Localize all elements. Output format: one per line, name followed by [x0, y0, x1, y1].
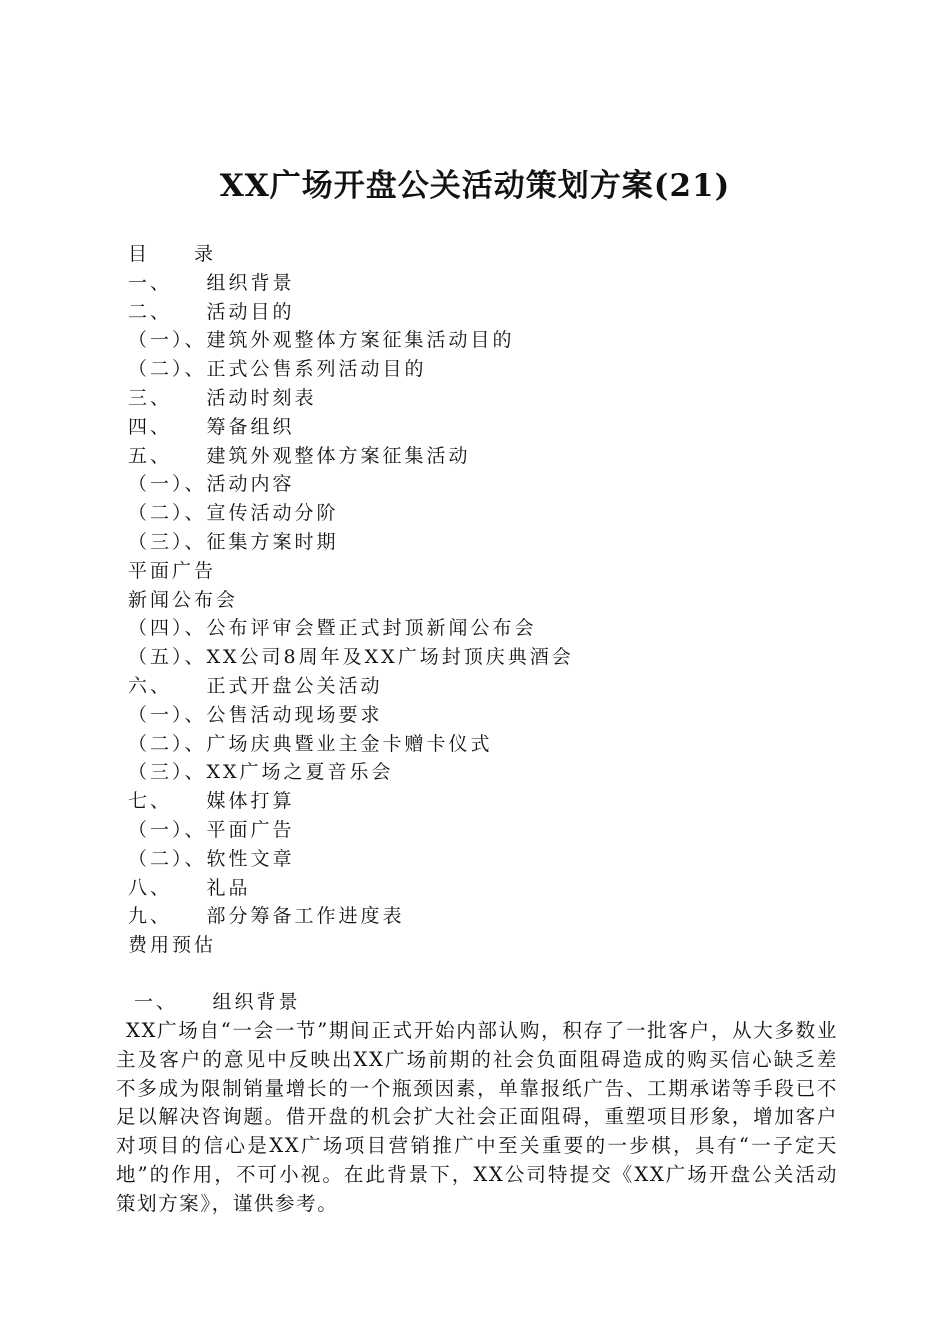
toc-item: （一）、平面广告 [128, 818, 295, 841]
toc-item: 四、 筹备组织 [128, 415, 295, 438]
table-of-contents [128, 240, 574, 960]
toc-item: 六、 正式开盘公关活动 [128, 674, 383, 697]
toc-item: 九、 部分筹备工作进度表 [128, 905, 405, 928]
toc-item: （二）、广场庆典暨业主金卡赠卡仪式 [128, 732, 493, 755]
toc-item: 一、 组织背景 [128, 271, 295, 294]
toc-item: （四）、公布评审会暨正式封顶新闻公布会 [128, 617, 537, 640]
toc-item: 二、 活动目的 [128, 300, 295, 323]
toc-item: （三）、XX广场之夏音乐会 [128, 761, 394, 784]
toc-item: 费用预估 [128, 934, 217, 957]
toc-item: 新闻公布会 [128, 588, 239, 611]
toc-item: 三、 活动时刻表 [128, 386, 317, 409]
toc-item: （五）、XX公司8周年及XX广场封顶庆典酒会 [128, 646, 574, 669]
toc-item: 五、 建筑外观整体方案征集活动 [128, 444, 471, 467]
background-paragraph: XX广场自“一会一节”期间正式开始内部认购，积存了一批客户，从大多数业主及客户的意见中反映出XX广场前期的社会负面阻碍造成的购买信心缺乏差不多成为限制销量增长的一个瓶颈因素，单靠报纸广告、工期承诺等手段已不足以解决咨询题。借开盘的机会扩大社会正面阻碍，重塑项目形象，增加客户对项目的信心是XX广场项目营销推广中至关重要的一步棋，具有“一子定天地”的作用，不可小视。在此背景下，XX公司特提交《XX广场开盘公关活动策划方案》，谨供参考。 [116, 1019, 838, 1215]
toc-item: （一）、公售活动现场要求 [128, 703, 383, 726]
document-title: XX广场开盘公关活动策划方案(21) [219, 168, 731, 204]
toc-item: （二）、正式公售系列活动目的 [128, 358, 427, 381]
section-heading-background: 一、 组织背景 [134, 991, 301, 1013]
toc-item: 平面广告 [128, 559, 217, 582]
toc-item: 七、 媒体打算 [128, 790, 295, 813]
toc-item: 目 录 [128, 243, 217, 265]
toc-item: 八、 礼品 [128, 876, 251, 899]
toc-item: （一）、建筑外观整体方案征集活动目的 [128, 329, 515, 352]
toc-item: （一）、活动内容 [128, 473, 295, 496]
toc-item: （二）、软性文章 [128, 847, 295, 870]
toc-item: （三）、征集方案时期 [128, 530, 339, 553]
toc-item: （二）、宣传活动分阶 [128, 502, 339, 525]
